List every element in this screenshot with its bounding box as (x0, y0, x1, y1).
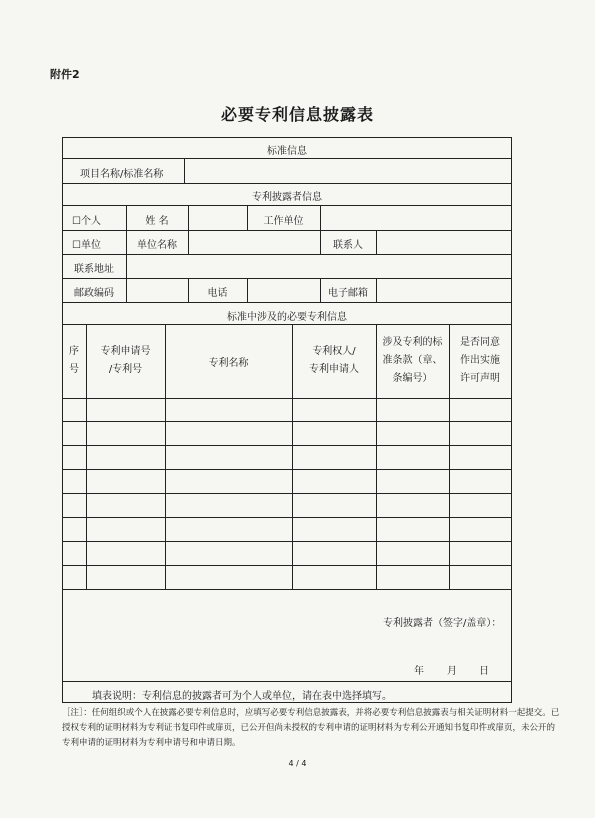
date-day: 日 (479, 666, 489, 677)
email-label: 电子邮箱 (328, 288, 368, 299)
postal-code-field[interactable] (127, 279, 187, 301)
address-label: 联系地址 (74, 264, 114, 275)
work-unit-label: 工作单位 (263, 216, 304, 227)
date-year: 年 (414, 666, 424, 677)
footnote: ［注］：任何组织或个人在披露必要专利信息时，应填写必要专利信息披露表，并将必要专利信息披露表与相关证明材料一起提交。已授权专利的证明材料为专利证书复印件或扉页，已公开但尚未授权的专利申请的证明材料为专利公开通知书复印件或扉页，未公开的专利申请的证明材料为专利申请号和申请日期。 (62, 708, 560, 748)
phone-field[interactable] (248, 279, 319, 301)
header-application-number: 专利申请号 /专利号 (100, 346, 151, 375)
signature-label: 专利披露者（签字/盖章）： (383, 618, 502, 629)
date-month: 月 (447, 666, 457, 677)
section-patent-info: 标准中涉及的必要专利信息 (227, 312, 347, 323)
unit-name-label: 单位名称 (137, 240, 177, 251)
project-name-field[interactable] (186, 159, 510, 182)
work-unit-field[interactable] (321, 206, 510, 229)
name-field[interactable] (189, 206, 246, 229)
attachment-label: 附件2 (50, 68, 80, 81)
header-seq: 序 号 (69, 346, 79, 375)
header-patent-name: 专利名称 (208, 358, 249, 369)
header-standard-clause: 涉及专利的标 准条款（章、 条编号） (382, 337, 443, 384)
section-discloser-info: 专利披露者信息 (252, 192, 322, 203)
contact-label: 联系人 (333, 240, 363, 251)
unit-name-field[interactable] (189, 231, 319, 253)
header-patent-owner: 专利权人/ 专利申请人 (309, 346, 359, 375)
header-license-statement: 是否同意 作出实施 许可声明 (460, 337, 500, 384)
project-name-label: 项目名称/标准名称 (80, 169, 164, 180)
personal-checkbox[interactable]: ☐个人 (72, 216, 101, 227)
phone-label: 电话 (207, 288, 228, 299)
name-label: 姓 名 (145, 216, 169, 227)
page-number: 4 / 4 (288, 759, 307, 768)
postal-code-label: 邮政编码 (74, 288, 114, 299)
email-field[interactable] (377, 279, 510, 301)
address-field[interactable] (127, 255, 510, 277)
section-standard-info: 标准信息 (267, 146, 307, 157)
unit-checkbox[interactable]: ☐单位 (72, 240, 101, 251)
form-title: 必要专利信息披露表 (220, 105, 374, 124)
contact-field[interactable] (377, 231, 510, 253)
fill-instructions: 填表说明：专利信息的披露者可为个人或单位，请在表中选择填写。 (92, 691, 392, 702)
